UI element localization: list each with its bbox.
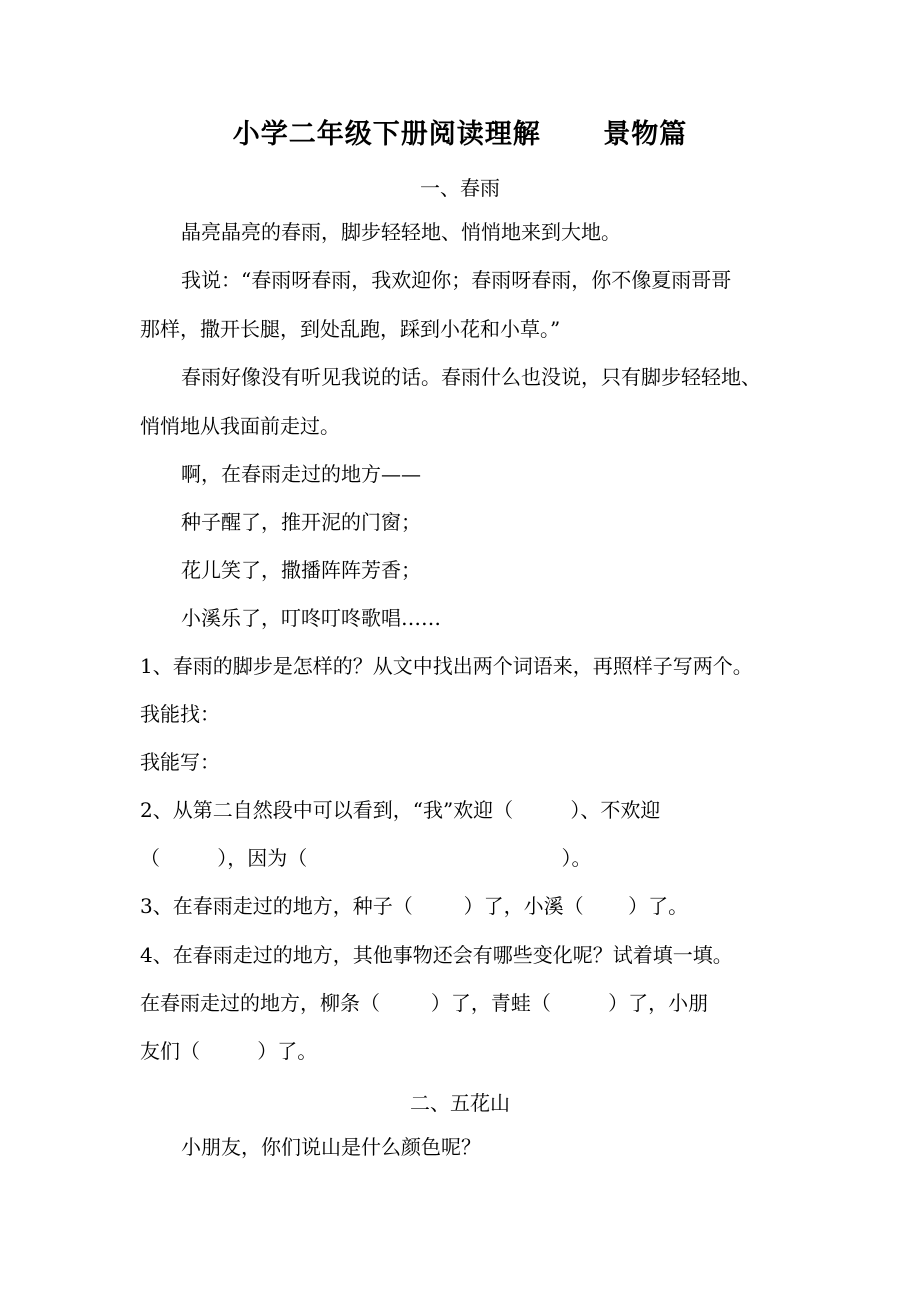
question-3: 3、在春雨走过的地方，种子（ ）了，小溪（ ）了。	[140, 894, 689, 918]
section-heading-spring-rain: 一、春雨	[420, 176, 500, 200]
passage-line: 小溪乐了，叮咚叮咚歌唱……	[181, 606, 441, 630]
passage-line: 花儿笑了，撒播阵阵芳香；	[181, 558, 421, 582]
document-title: 小学二年级下册阅读理解 景物篇	[232, 119, 688, 150]
question-4-fill-in-continued: 友们（ ）了。	[140, 1039, 318, 1063]
passage-line: 那样，撒开长腿，到处乱跑，踩到小花和小草。”	[140, 317, 561, 341]
passage-line: 我说：“春雨呀春雨，我欢迎你；春雨呀春雨，你不像夏雨哥哥	[181, 268, 732, 292]
question-2: 2、从第二自然段中可以看到，“我”欢迎（ ）、不欢迎	[140, 798, 661, 822]
question-1: 1、春雨的脚步是怎样的？从文中找出两个词语来，再照样子写两个。	[140, 654, 753, 678]
passage-line: 小朋友，你们说山是什么颜色呢？	[181, 1135, 481, 1159]
passage-line: 种子醒了，推开泥的门窗；	[181, 510, 421, 534]
passage-line: 悄悄地从我面前走过。	[140, 414, 340, 438]
passage-line: 春雨好像没有听见我说的话。春雨什么也没说，只有脚步轻轻地、	[181, 365, 761, 389]
section-heading-five-flower-mountain: 二、五花山	[410, 1091, 510, 1115]
question-4: 4、在春雨走过的地方，其他事物还会有哪些变化呢？试着填一填。	[140, 943, 733, 967]
question-2-continued: （ ），因为（ ）。	[140, 846, 592, 870]
passage-line: 啊，在春雨走过的地方——	[181, 462, 421, 486]
passage-line: 晶亮晶亮的春雨，脚步轻轻地、悄悄地来到大地。	[181, 220, 621, 244]
answer-prompt-find: 我能找：	[140, 702, 220, 726]
answer-prompt-write: 我能写：	[140, 750, 220, 774]
question-4-fill-in: 在春雨走过的地方，柳条（ ）了，青蛙（ ）了，小朋	[140, 991, 709, 1015]
